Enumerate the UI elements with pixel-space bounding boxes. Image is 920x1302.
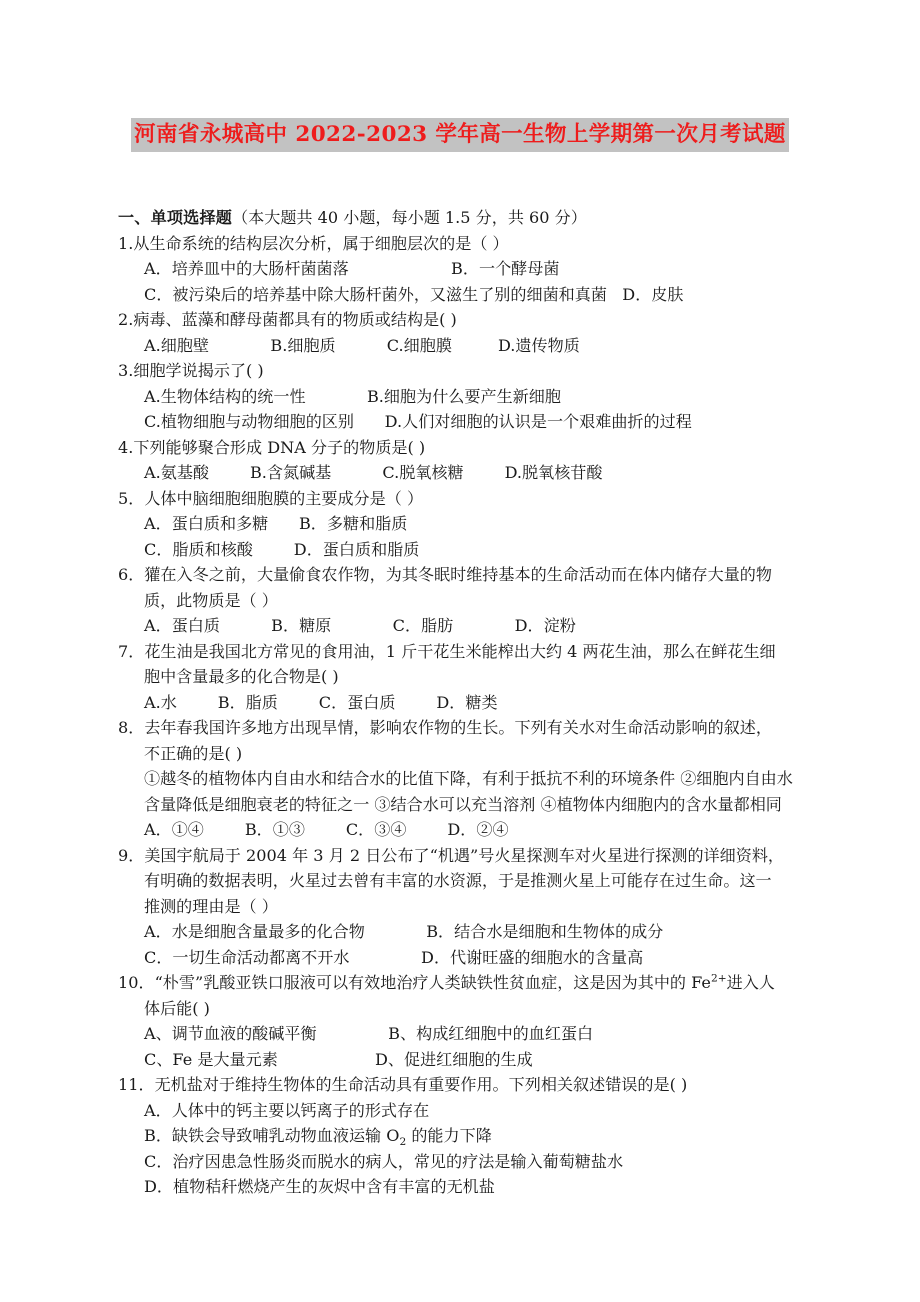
- question-1-options: [118, 256, 808, 307]
- question-10-stem-post: 进入人: [726, 973, 775, 992]
- question-7: [118, 639, 808, 716]
- option-row: A.细胞壁 B.细胞质 C.细胞膜 D.遗传物质: [144, 335, 580, 355]
- option-row: A．蛋白质 B．糖原 C．脂肪 D．淀粉: [144, 616, 576, 635]
- question-8: [118, 715, 808, 843]
- question-5-options: [118, 511, 808, 562]
- question-8-options: [118, 817, 808, 843]
- question-10: [118, 970, 808, 1072]
- question-4-stem: 4.下列能够聚合形成 DNA 分子的物质是( ): [118, 437, 426, 457]
- exam-body: [118, 205, 808, 1200]
- question-6-options: [118, 613, 808, 639]
- question-10-options: [118, 1021, 808, 1072]
- option-row: D．植物秸秆燃烧产生的灰烬中含有丰富的无机盐: [144, 1177, 495, 1196]
- question-9-options: [118, 919, 808, 970]
- question-1-stem: 1.从生命系统的结构层次分析，属于细胞层次的是（ ）: [118, 233, 509, 253]
- question-1: [118, 231, 808, 308]
- question-7-stem: 7．花生油是我国北方常见的食用油，1 斤干花生米能榨出大约 4 两花生油，那么在鲜花生细: [118, 641, 776, 661]
- option-row: A．蛋白质和多糖 B．多糖和脂质: [144, 514, 408, 533]
- question-11-stem: 11．无机盐对于维持生物体的生命活动具有重要作用。下列相关叙述错误的是( ): [118, 1075, 688, 1094]
- question-9-stem: 9．美国宇航局于 2004 年 3 月 2 日公布了“机遇”号火星探测车对火星进行探测的详细资料，: [118, 845, 785, 865]
- question-8-statements: ①越冬的植物体内自由水和结合水的比值下降，有利于抵抗不利的环境条件 ②细胞内自由水含量降低是细胞衰老的特征之一 ③结合水可以充当溶剂 ④植物体内细胞内的含水量都相同: [144, 769, 793, 814]
- question-11: [118, 1072, 808, 1200]
- question-8-stem-cont: 不正确的是( ): [144, 743, 243, 763]
- option-row: [144, 1123, 808, 1149]
- option-row: C.植物细胞与动物细胞的区别 D.人们对细胞的认识是一个艰难曲折的过程: [144, 412, 692, 431]
- question-5: [118, 486, 808, 563]
- document-title-container: [0, 118, 920, 152]
- question-11-options: [118, 1098, 808, 1200]
- question-6-stem-cont: 质，此物质是（ ）: [144, 590, 278, 610]
- question-6: [118, 562, 808, 639]
- question-5-stem: 5．人体中脑细胞细胞膜的主要成分是（ ）: [118, 488, 424, 508]
- question-6-stem: 6．獾在入冬之前，大量偷食农作物，为其冬眠时维持基本的生命活动而在体内储存大量的物: [118, 565, 772, 584]
- question-9-stem-cont: 有明确的数据表明，火星过去曾有丰富的水资源，于是推测火星上可能存在过生命。这一: [144, 871, 772, 890]
- option-row: C．一切生命活动都离不开水 D．代谢旺盛的细胞水的含量高: [144, 947, 644, 967]
- option-row: A.水 B．脂质 C．蛋白质 D．糖类: [144, 692, 498, 712]
- question-7-stem-cont: 胞中含量最多的化合物是( ): [144, 667, 339, 686]
- question-10-stem-cont: 体后能( ): [144, 998, 210, 1018]
- question-9: [118, 843, 808, 971]
- question-10-stem: [118, 970, 808, 996]
- option-row: A.生物体结构的统一性 B.细胞为什么要产生新细胞: [144, 386, 561, 406]
- oxygen-subscript: 2: [399, 1135, 407, 1149]
- option-row: C．治疗因患急性肠炎而脱水的病人，常见的疗法是输入葡萄糖盐水: [144, 1151, 624, 1171]
- question-3-stem: 3.细胞学说揭示了( ): [118, 361, 264, 380]
- question-4: [118, 435, 808, 486]
- option-row: A．①④ B．①③ C．③④ D．②④: [144, 820, 509, 839]
- question-9-stem-cont2: 推测的理由是（ ）: [144, 896, 278, 916]
- question-2-stem: 2.病毒、蓝藻和酵母菌都具有的物质或结构是( ): [118, 310, 457, 329]
- question-2: [118, 307, 808, 358]
- option-row: A、调节血液的酸碱平衡 B、构成红细胞中的血红蛋白: [144, 1024, 594, 1043]
- option-row: C．被污染后的培养基中除大肠杆菌外，又滋生了别的细菌和真菌 D．皮肤: [144, 284, 684, 304]
- option-row: A.氨基酸 B.含氮碱基 C.脱氧核糖 D.脱氧核苷酸: [144, 463, 603, 482]
- question-4-options: [118, 460, 808, 486]
- charge-superscript: 2+: [710, 971, 727, 985]
- option-b-post: 的能力下降: [406, 1126, 492, 1145]
- section-heading-bold: 一、单项选择题: [118, 208, 233, 227]
- option-row: A．培养皿中的大肠杆菌菌落 B．一个酵母菌: [144, 259, 560, 278]
- option-row: A．水是细胞含量最多的化合物 B．结合水是细胞和生物体的成分: [144, 922, 664, 941]
- question-2-options: [118, 333, 808, 359]
- question-3: [118, 358, 808, 435]
- option-row: A．人体中的钙主要以钙离子的形式存在: [144, 1100, 430, 1120]
- section-heading-rest: （本大题共 40 小题，每小题 1.5 分，共 60 分）: [232, 208, 587, 227]
- option-row: C．脂质和核酸 D．蛋白质和脂质: [144, 539, 420, 559]
- question-8-stem: 8．去年春我国许多地方出现旱情，影响农作物的生长。下列有关水对生命活动影响的叙述，: [118, 718, 772, 737]
- section-heading: [118, 205, 808, 231]
- option-row: C、Fe 是大量元素 D、促进红细胞的生成: [144, 1049, 533, 1069]
- question-3-options: [118, 384, 808, 435]
- page-title: 河南省永城高中 2022-2023 学年高一生物上学期第一次月考试题: [131, 118, 789, 152]
- question-7-options: [118, 690, 808, 716]
- option-b-pre: B．缺铁会导致哺乳动物血液运输 O: [144, 1126, 400, 1145]
- question-10-stem-pre: 10．“朴雪”乳酸亚铁口服液可以有效地治疗人类缺铁性贫血症，这是因为其中的 Fe: [118, 973, 711, 992]
